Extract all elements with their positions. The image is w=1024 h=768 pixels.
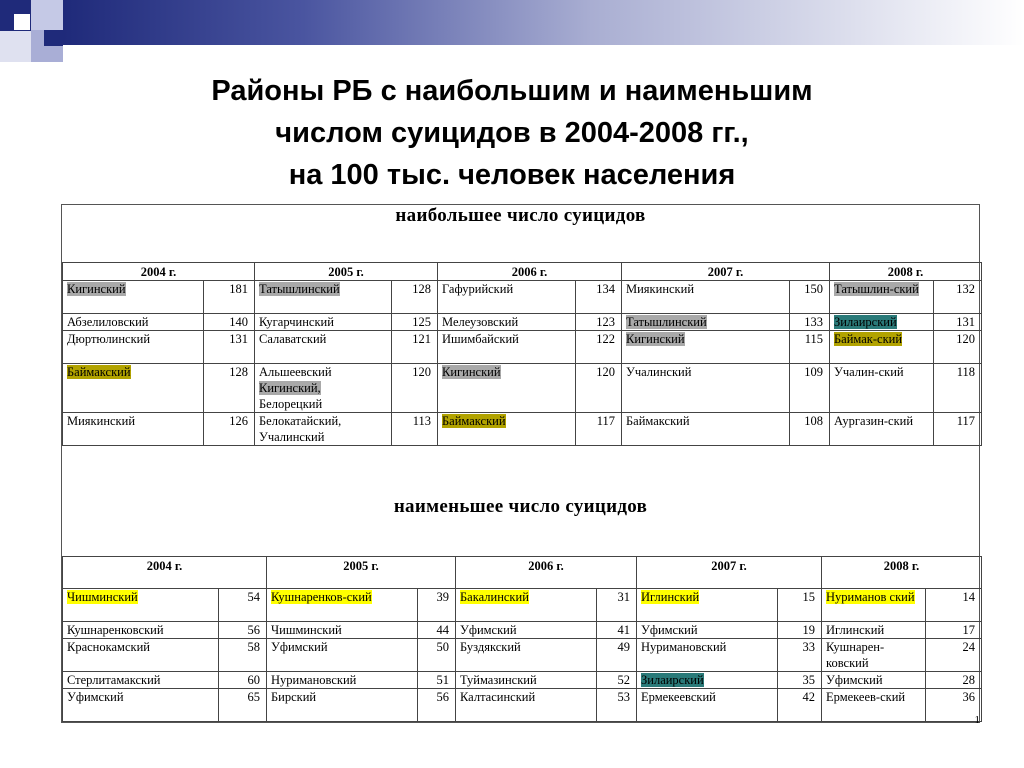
table-row — [63, 672, 982, 689]
district-cell — [830, 331, 934, 364]
district-cell — [830, 314, 934, 331]
district-name: Белокатайский, Учалинский — [259, 414, 342, 444]
rate-value: 117 — [934, 413, 982, 446]
rate-value: 56 — [418, 689, 456, 722]
district-name: Туймазинский — [460, 673, 537, 687]
district-name: Мелеузовский — [442, 315, 519, 329]
rate-value: 52 — [597, 672, 637, 689]
district-name: Чишминский — [271, 623, 342, 637]
decor-square-5 — [44, 30, 63, 46]
district-cell — [456, 622, 597, 639]
district-cell — [637, 639, 778, 672]
rate-value: 54 — [219, 589, 267, 622]
rate-value: 140 — [204, 314, 255, 331]
rate-value: 108 — [790, 413, 830, 446]
district-name: Чишминский — [67, 590, 138, 604]
decor-square-3 — [31, 0, 63, 30]
district-name: Уфимский — [641, 623, 698, 637]
rate-value: 14 — [926, 589, 982, 622]
district-cell — [456, 672, 597, 689]
district-name: Баймакский — [67, 365, 131, 379]
district-name: Уфимский — [271, 640, 328, 654]
district-cell — [255, 281, 392, 314]
district-name: Баймакский — [442, 414, 506, 428]
table-row — [63, 639, 982, 672]
district-name: Стерлитамакский — [67, 673, 161, 687]
district-cell — [63, 622, 219, 639]
table-row — [63, 589, 982, 622]
rate-value: 132 — [934, 281, 982, 314]
district-name: Буздякский — [460, 640, 521, 654]
district-cell — [267, 589, 418, 622]
district-name: Ермекеев-ский — [826, 690, 906, 704]
district-cell — [637, 622, 778, 639]
rate-value: 128 — [392, 281, 438, 314]
table-row — [63, 314, 982, 331]
district-name: Татышлинский — [626, 315, 707, 329]
district-name: Краснокамский — [67, 640, 150, 654]
rate-value: 126 — [204, 413, 255, 446]
rate-value: 49 — [597, 639, 637, 672]
district-cell — [63, 689, 219, 722]
district-name: Бирский — [271, 690, 317, 704]
district-name: Уфимский — [460, 623, 517, 637]
district-name: Татышлин-ский — [834, 282, 919, 296]
decor-square-2 — [14, 14, 30, 30]
rate-value: 131 — [204, 331, 255, 364]
page-number: 1 — [974, 714, 980, 726]
district-cell — [622, 314, 790, 331]
district-name: Нуримановский — [271, 673, 357, 687]
rate-value: 15 — [778, 589, 822, 622]
rate-value: 28 — [926, 672, 982, 689]
district-name: Салаватский — [259, 332, 327, 346]
table-row — [63, 364, 982, 413]
rate-value: 120 — [934, 331, 982, 364]
scanned-table-document — [61, 204, 980, 723]
year-header-row — [63, 263, 982, 281]
rate-value: 31 — [597, 589, 637, 622]
year-header: 2006 г. — [438, 263, 622, 281]
district-name: Кигинский — [442, 365, 501, 379]
district-name: Нуриманов ский — [826, 590, 915, 604]
title-line-1: Районы РБ с наибольшим и наименьшим — [211, 75, 813, 107]
district-cell — [438, 281, 576, 314]
district-cell — [637, 689, 778, 722]
district-cell — [63, 589, 219, 622]
rate-value: 120 — [392, 364, 438, 413]
rate-value: 117 — [576, 413, 622, 446]
district-cell — [830, 413, 934, 446]
district-name: Нуримановский — [641, 640, 727, 654]
rate-value: 50 — [418, 639, 456, 672]
rate-value: 131 — [934, 314, 982, 331]
rate-value: 128 — [204, 364, 255, 413]
year-header: 2004 г. — [63, 557, 267, 589]
district-cell — [637, 589, 778, 622]
rate-value: 181 — [204, 281, 255, 314]
district-cell — [438, 364, 576, 413]
rate-value: 51 — [418, 672, 456, 689]
table-row — [63, 331, 982, 364]
district-cell — [822, 672, 926, 689]
rate-value: 41 — [597, 622, 637, 639]
district-cell — [63, 639, 219, 672]
district-cell — [255, 314, 392, 331]
district-cell — [456, 589, 597, 622]
district-cell — [63, 281, 204, 314]
table-row — [63, 689, 982, 722]
district-name: Бакалинский — [460, 590, 529, 604]
district-name: Белорецкий — [259, 397, 323, 411]
district-name: Аургазин-ский — [834, 414, 914, 428]
district-name: Зилаирский — [834, 315, 897, 329]
year-header: 2005 г. — [267, 557, 456, 589]
rate-value: 53 — [597, 689, 637, 722]
year-header: 2007 г. — [637, 557, 822, 589]
rate-value: 125 — [392, 314, 438, 331]
district-cell — [830, 364, 934, 413]
district-name: Татышлинский — [259, 282, 340, 296]
rate-value: 58 — [219, 639, 267, 672]
rate-value: 36 — [926, 689, 982, 722]
year-header: 2008 г. — [822, 557, 982, 589]
table-row — [63, 622, 982, 639]
least-suicides-table — [62, 556, 982, 722]
rate-value: 44 — [418, 622, 456, 639]
rate-value: 115 — [790, 331, 830, 364]
district-cell — [622, 281, 790, 314]
district-name: Учалин-ский — [834, 365, 904, 379]
table-row — [63, 281, 982, 314]
district-name: Уфимский — [826, 673, 883, 687]
district-name: Кугарчинский — [259, 315, 334, 329]
district-cell — [63, 672, 219, 689]
district-cell — [63, 413, 204, 446]
district-cell — [456, 689, 597, 722]
decor-square-6 — [0, 31, 31, 62]
table-row — [63, 413, 982, 446]
district-name: Абзелиловский — [67, 315, 149, 329]
district-cell — [267, 622, 418, 639]
district-cell — [822, 689, 926, 722]
title-line-3: на 100 тыс. человек населения — [288, 159, 736, 191]
district-cell — [622, 364, 790, 413]
district-cell — [63, 314, 204, 331]
district-name: Учалинский — [626, 365, 692, 379]
district-name: Дюртюлинский — [67, 332, 151, 346]
district-cell — [438, 314, 576, 331]
rate-value: 42 — [778, 689, 822, 722]
rate-value: 35 — [778, 672, 822, 689]
district-name: Иглинский — [641, 590, 700, 604]
rate-value: 150 — [790, 281, 830, 314]
district-cell — [63, 364, 204, 413]
district-name: Кигинский — [67, 282, 126, 296]
district-cell — [822, 639, 926, 672]
most-suicides-table — [62, 262, 982, 446]
district-cell — [456, 639, 597, 672]
district-cell — [830, 281, 934, 314]
rate-value: 39 — [418, 589, 456, 622]
title-line-2: числом суицидов в 2004-2008 гг., — [275, 117, 749, 149]
district-cell — [255, 413, 392, 446]
district-name: Баймак-ский — [834, 332, 903, 346]
district-name: Кушнаренков-ский — [271, 590, 372, 604]
rate-value: 133 — [790, 314, 830, 331]
district-cell — [267, 639, 418, 672]
year-header: 2008 г. — [830, 263, 982, 281]
rate-value: 19 — [778, 622, 822, 639]
year-header: 2004 г. — [63, 263, 255, 281]
year-header-row — [63, 557, 982, 589]
district-cell — [637, 672, 778, 689]
district-name: Кигинский, — [259, 381, 321, 395]
district-cell — [255, 364, 392, 413]
district-name: Баймакский — [626, 414, 690, 428]
rate-value: 134 — [576, 281, 622, 314]
year-header: 2006 г. — [456, 557, 637, 589]
year-header: 2005 г. — [255, 263, 438, 281]
district-cell — [822, 589, 926, 622]
year-header: 2007 г. — [622, 263, 830, 281]
district-name: Кигинский — [626, 332, 685, 346]
rate-value: 109 — [790, 364, 830, 413]
rate-value: 123 — [576, 314, 622, 331]
rate-value: 56 — [219, 622, 267, 639]
rate-value: 120 — [576, 364, 622, 413]
district-cell — [438, 413, 576, 446]
district-name: Ермекеевский — [641, 690, 716, 704]
district-cell — [438, 331, 576, 364]
district-cell — [622, 331, 790, 364]
district-cell — [822, 622, 926, 639]
district-name: Альшеевский — [259, 365, 332, 379]
district-cell — [63, 331, 204, 364]
rate-value: 113 — [392, 413, 438, 446]
most-suicides-heading: наибольшее число суицидов — [395, 205, 646, 226]
rate-value: 122 — [576, 331, 622, 364]
rate-value: 17 — [926, 622, 982, 639]
rate-value: 121 — [392, 331, 438, 364]
district-name: Уфимский — [67, 690, 124, 704]
least-suicides-heading: наименьшее число суицидов — [393, 496, 648, 517]
rate-value: 24 — [926, 639, 982, 672]
rate-value: 118 — [934, 364, 982, 413]
page-title — [60, 70, 964, 196]
district-name: Гафурийский — [442, 282, 514, 296]
district-name: Зилаирский — [641, 673, 704, 687]
district-name: Кушнаренковский — [67, 623, 164, 637]
district-name: Миякинский — [626, 282, 695, 296]
district-name: Иглинский — [826, 623, 885, 637]
district-name: Миякинский — [67, 414, 136, 428]
district-name: Калтасинский — [460, 690, 536, 704]
rate-value: 60 — [219, 672, 267, 689]
rate-value: 65 — [219, 689, 267, 722]
district-cell — [267, 689, 418, 722]
district-cell — [267, 672, 418, 689]
rate-value: 33 — [778, 639, 822, 672]
district-cell — [255, 331, 392, 364]
district-name: Ишимбайский — [442, 332, 519, 346]
header-gradient-bar — [63, 0, 1024, 45]
district-cell — [622, 413, 790, 446]
district-name: Кушнарен-ковский — [826, 640, 885, 670]
